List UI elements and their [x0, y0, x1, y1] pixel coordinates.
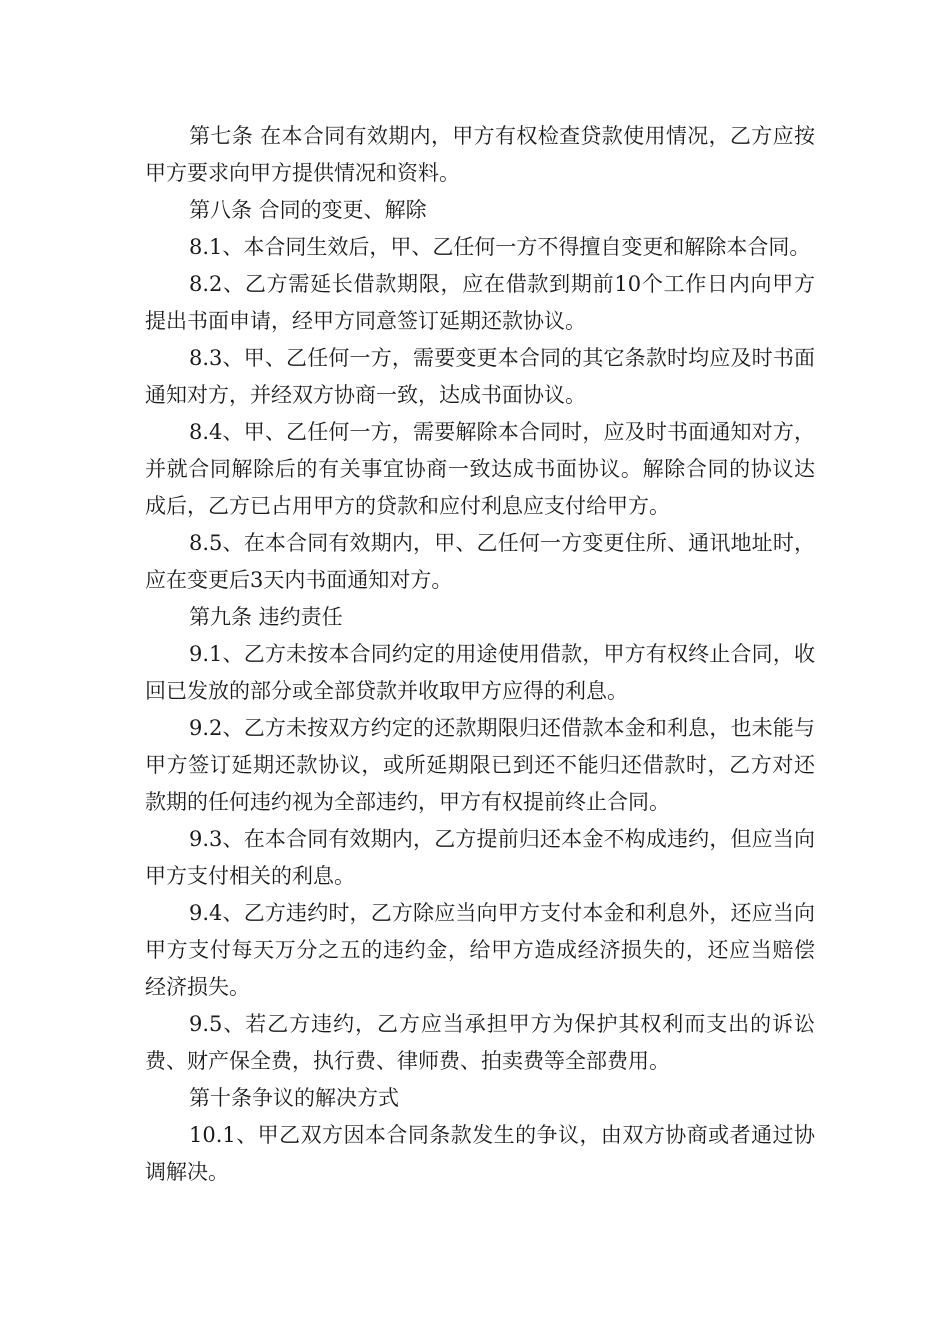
article-9-heading: 第九条 违约责任: [189, 605, 343, 629]
article-8-heading: 第八条 合同的变更、解除: [189, 198, 427, 222]
article-7-paragraph: 第七条 在本合同有效期内，甲方有权检查贷款使用情况，乙方应按甲方要求向甲方提供情况和资料。: [145, 124, 815, 185]
clause-8-4: 8.4、甲、乙任何一方，需要解除本合同时，应及时书面通知对方，并就合同解除后的有关事宜协商一致达成书面协议。解除合同的协议达成后，乙方已占用甲方的贷款和应付利息应支付给甲方。: [145, 420, 815, 518]
document-body: [145, 118, 815, 1191]
clause-9-1: 9.1、乙方未按本合同约定的用途使用借款，甲方有权终止合同，收回已发放的部分或全部贷款并收取甲方应得的利息。: [145, 642, 815, 703]
clause-8-5: 8.5、在本合同有效期内，甲、乙任何一方变更住所、通讯地址时，应在变更后3天内书面通知对方。: [145, 531, 815, 592]
clause-9-5: 9.5、若乙方违约，乙方应当承担甲方为保护其权利而支出的诉讼费、财产保全费，执行费、律师费、拍卖费等全部费用。: [145, 1012, 815, 1073]
clause-8-2: 8.2、乙方需延长借款期限，应在借款到期前10个工作日内向甲方提出书面申请，经甲方同意签订延期还款协议。: [145, 272, 815, 333]
clause-9-3: 9.3、在本合同有效期内，乙方提前归还本金不构成违约，但应当向甲方支付相关的利息。: [145, 827, 815, 888]
clause-8-3: 8.3、甲、乙任何一方，需要变更本合同的其它条款时均应及时书面通知对方，并经双方协商一致，达成书面协议。: [145, 346, 815, 407]
clause-10-1: 10.1、甲乙双方因本合同条款发生的争议，由双方协商或者通过协调解决。: [145, 1123, 815, 1184]
clause-9-4: 9.4、乙方违约时，乙方除应当向甲方支付本金和利息外，还应当向甲方支付每天万分之五的违约金，给甲方造成经济损失的，还应当赔偿经济损失。: [145, 901, 815, 999]
clause-8-1: 8.1、本合同生效后，甲、乙任何一方不得擅自变更和解除本合同。: [189, 235, 811, 259]
clause-9-2: 9.2、乙方未按双方约定的还款期限归还借款本金和利息，也未能与甲方签订延期还款协议，或所延期限已到还不能归还借款时，乙方对还款期的任何违约视为全部违约，甲方有权提前终止合同。: [145, 716, 815, 814]
article-10-heading: 第十条争议的解决方式: [189, 1086, 399, 1110]
